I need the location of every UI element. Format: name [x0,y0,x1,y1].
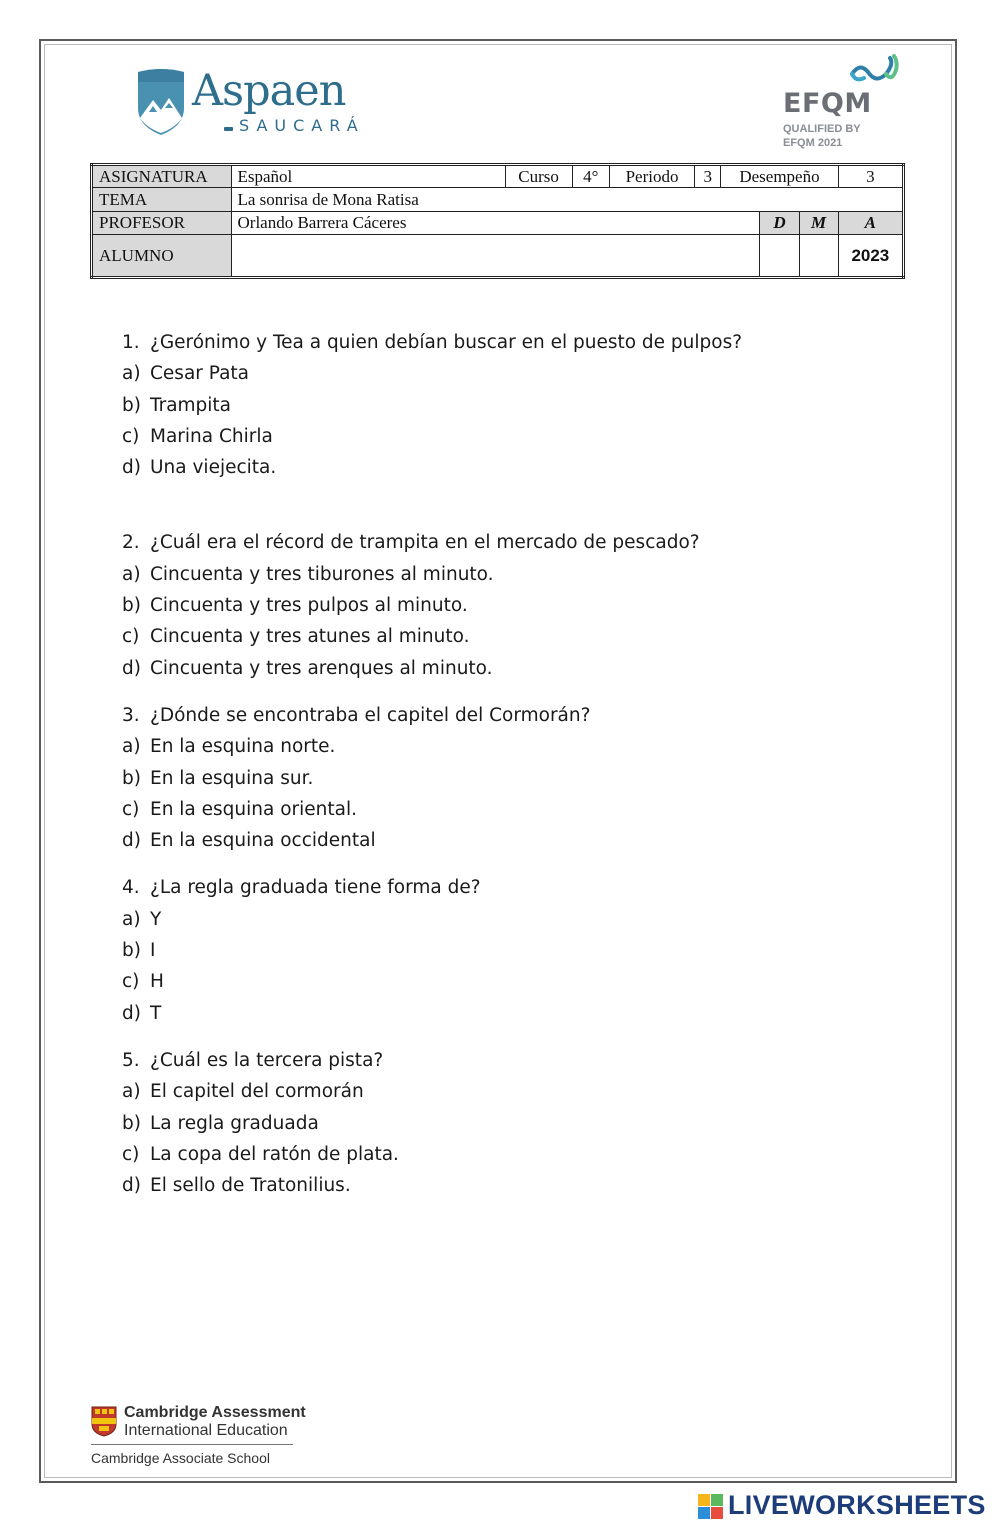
option-letter: b) [122,767,141,789]
option-letter: a) [122,908,141,930]
answer-option[interactable] [122,935,882,966]
efqm-qualified-line: QUALIFIED BY [783,123,861,135]
option-text: Marina Chirla [150,425,273,447]
option-letter: b) [122,940,141,962]
liveworksheets-wordmark: LIVEWORKSHEETS [728,1490,986,1520]
efqm-year-line: EFQM 2021 [783,137,843,149]
question-number: 5. [122,1049,140,1071]
answer-option[interactable] [122,421,882,452]
option-letter: a) [122,1081,141,1103]
option-text: H [150,971,164,993]
cambridge-logo [91,1405,331,1475]
option-letter: d) [122,1175,141,1197]
answer-option[interactable] [122,1139,882,1170]
answer-option[interactable] [122,621,882,652]
spacer [122,684,882,700]
tema-label: TEMA [92,188,232,211]
answer-option[interactable] [122,452,882,483]
question-number: 4. [122,877,140,899]
curso-value: 4° [572,165,609,188]
cambridge-line2: International Education [124,1422,288,1439]
answer-option[interactable] [122,794,882,825]
answer-option[interactable] [122,763,882,794]
answer-option[interactable] [122,559,882,590]
date-day-header: D [760,211,799,234]
efqm-logo [780,52,900,152]
question-text [122,872,882,903]
month-field[interactable] [799,235,838,278]
question-5 [122,1045,882,1201]
alumno-label: ALUMNO [92,235,232,278]
option-text: En la esquina occidental [150,830,376,852]
option-text: La regla graduada [150,1112,319,1134]
aspaen-dash [224,127,233,131]
option-text: Y [150,908,162,930]
answer-option[interactable] [122,825,882,856]
option-text: Una viejecita. [150,457,277,479]
option-letter: c) [122,425,140,447]
option-text: La copa del ratón de plata. [150,1143,399,1165]
question-label: ¿Gerónimo y Tea a quien debían buscar en el puesto de pulpos? [150,332,743,353]
option-text: Cincuenta y tres pulpos al minuto. [150,595,468,617]
cambridge-divider [91,1444,293,1445]
liveworksheets-blocks-icon [698,1494,724,1520]
option-letter: b) [122,1112,141,1134]
option-text: I [150,940,156,962]
option-letter: c) [122,798,140,820]
spacer [122,1029,882,1045]
option-letter: a) [122,736,141,758]
aspaen-mountain-icon [135,68,187,136]
option-text: El sello de Tratonilius. [150,1175,351,1197]
date-month-header: M [799,211,838,234]
spacer [122,483,882,527]
efqm-wordmark: EFQM [783,88,872,119]
option-text: Cesar Pata [150,363,250,385]
aspaen-logo [135,68,385,140]
question-label: ¿Dónde se encontraba el capitel del Cormorán? [150,704,591,726]
curso-label: Curso [505,165,572,188]
aspaen-wordmark: Aspaen [192,66,346,116]
option-letter: d) [122,1002,141,1024]
option-letter: b) [122,595,141,617]
desempeno-value: 3 [838,165,903,188]
option-letter: c) [122,626,140,648]
option-text: Cincuenta y tres arenques al minuto. [150,657,493,679]
profesor-value: Orlando Barrera Cáceres [231,211,760,234]
option-text: T [150,1002,162,1024]
answer-option[interactable] [122,731,882,762]
efqm-loop-icon [846,52,906,90]
quiz-body [122,327,882,1201]
option-letter: b) [122,394,141,416]
question-2 [122,527,882,683]
option-letter: a) [122,363,141,385]
liveworksheets-watermark [698,1490,998,1522]
cambridge-shield-icon [91,1406,117,1437]
answer-option[interactable] [122,966,882,997]
asignatura-value: Español [231,165,505,188]
question-3 [122,700,882,856]
option-text: Trampita [150,394,232,416]
asignatura-label: ASIGNATURA [92,165,232,188]
periodo-value: 3 [695,165,721,188]
year-value: 2023 [838,235,903,278]
answer-option[interactable] [122,1108,882,1139]
answer-option[interactable] [122,904,882,935]
option-text: El capitel del cormorán [150,1081,364,1103]
option-text: En la esquina sur. [150,767,314,789]
answer-option[interactable] [122,1170,882,1201]
option-text: En la esquina oriental. [150,798,358,820]
question-number: 2. [122,532,140,554]
question-label: ¿La regla graduada tiene forma de? [150,877,481,899]
option-letter: c) [122,1143,140,1165]
desempeno-label: Desempeño [721,165,838,188]
question-4 [122,872,882,1028]
option-text: En la esquina norte. [150,736,336,758]
cambridge-line1: Cambridge Assessment [124,1404,306,1421]
question-label: ¿Cuál era el récord de trampita en el mercado de pescado? [150,532,700,554]
question-number: 1. [122,332,140,353]
option-text: Cincuenta y tres atunes al minuto. [150,626,470,648]
option-letter: a) [122,563,141,585]
aspaen-subtitle: SAUCARÁ [239,116,365,135]
question-1 [122,327,882,483]
answer-option[interactable] [122,390,882,421]
cambridge-associate-label: Cambridge Associate School [91,1450,270,1466]
question-number: 3. [122,704,140,726]
tema-value: La sonrisa de Mona Ratisa [231,188,904,211]
periodo-label: Periodo [609,165,694,188]
header-table [90,163,905,279]
answer-option[interactable] [122,653,882,684]
option-letter: d) [122,830,141,852]
question-text [122,1045,882,1076]
profesor-label: PROFESOR [92,211,232,234]
option-letter: c) [122,971,140,993]
option-letter: d) [122,657,141,679]
question-text [122,327,882,358]
spacer [122,856,882,872]
option-text: Cincuenta y tres tiburones al minuto. [150,563,494,585]
answer-option[interactable] [122,998,882,1029]
question-text [122,700,882,731]
day-field[interactable] [760,235,799,278]
date-year-header: A [838,211,903,234]
answer-option[interactable] [122,358,882,389]
alumno-field[interactable] [231,235,760,278]
answer-option[interactable] [122,590,882,621]
answer-option[interactable] [122,1076,882,1107]
question-text [122,527,882,558]
question-label: ¿Cuál es la tercera pista? [150,1049,384,1071]
option-letter: d) [122,457,141,479]
